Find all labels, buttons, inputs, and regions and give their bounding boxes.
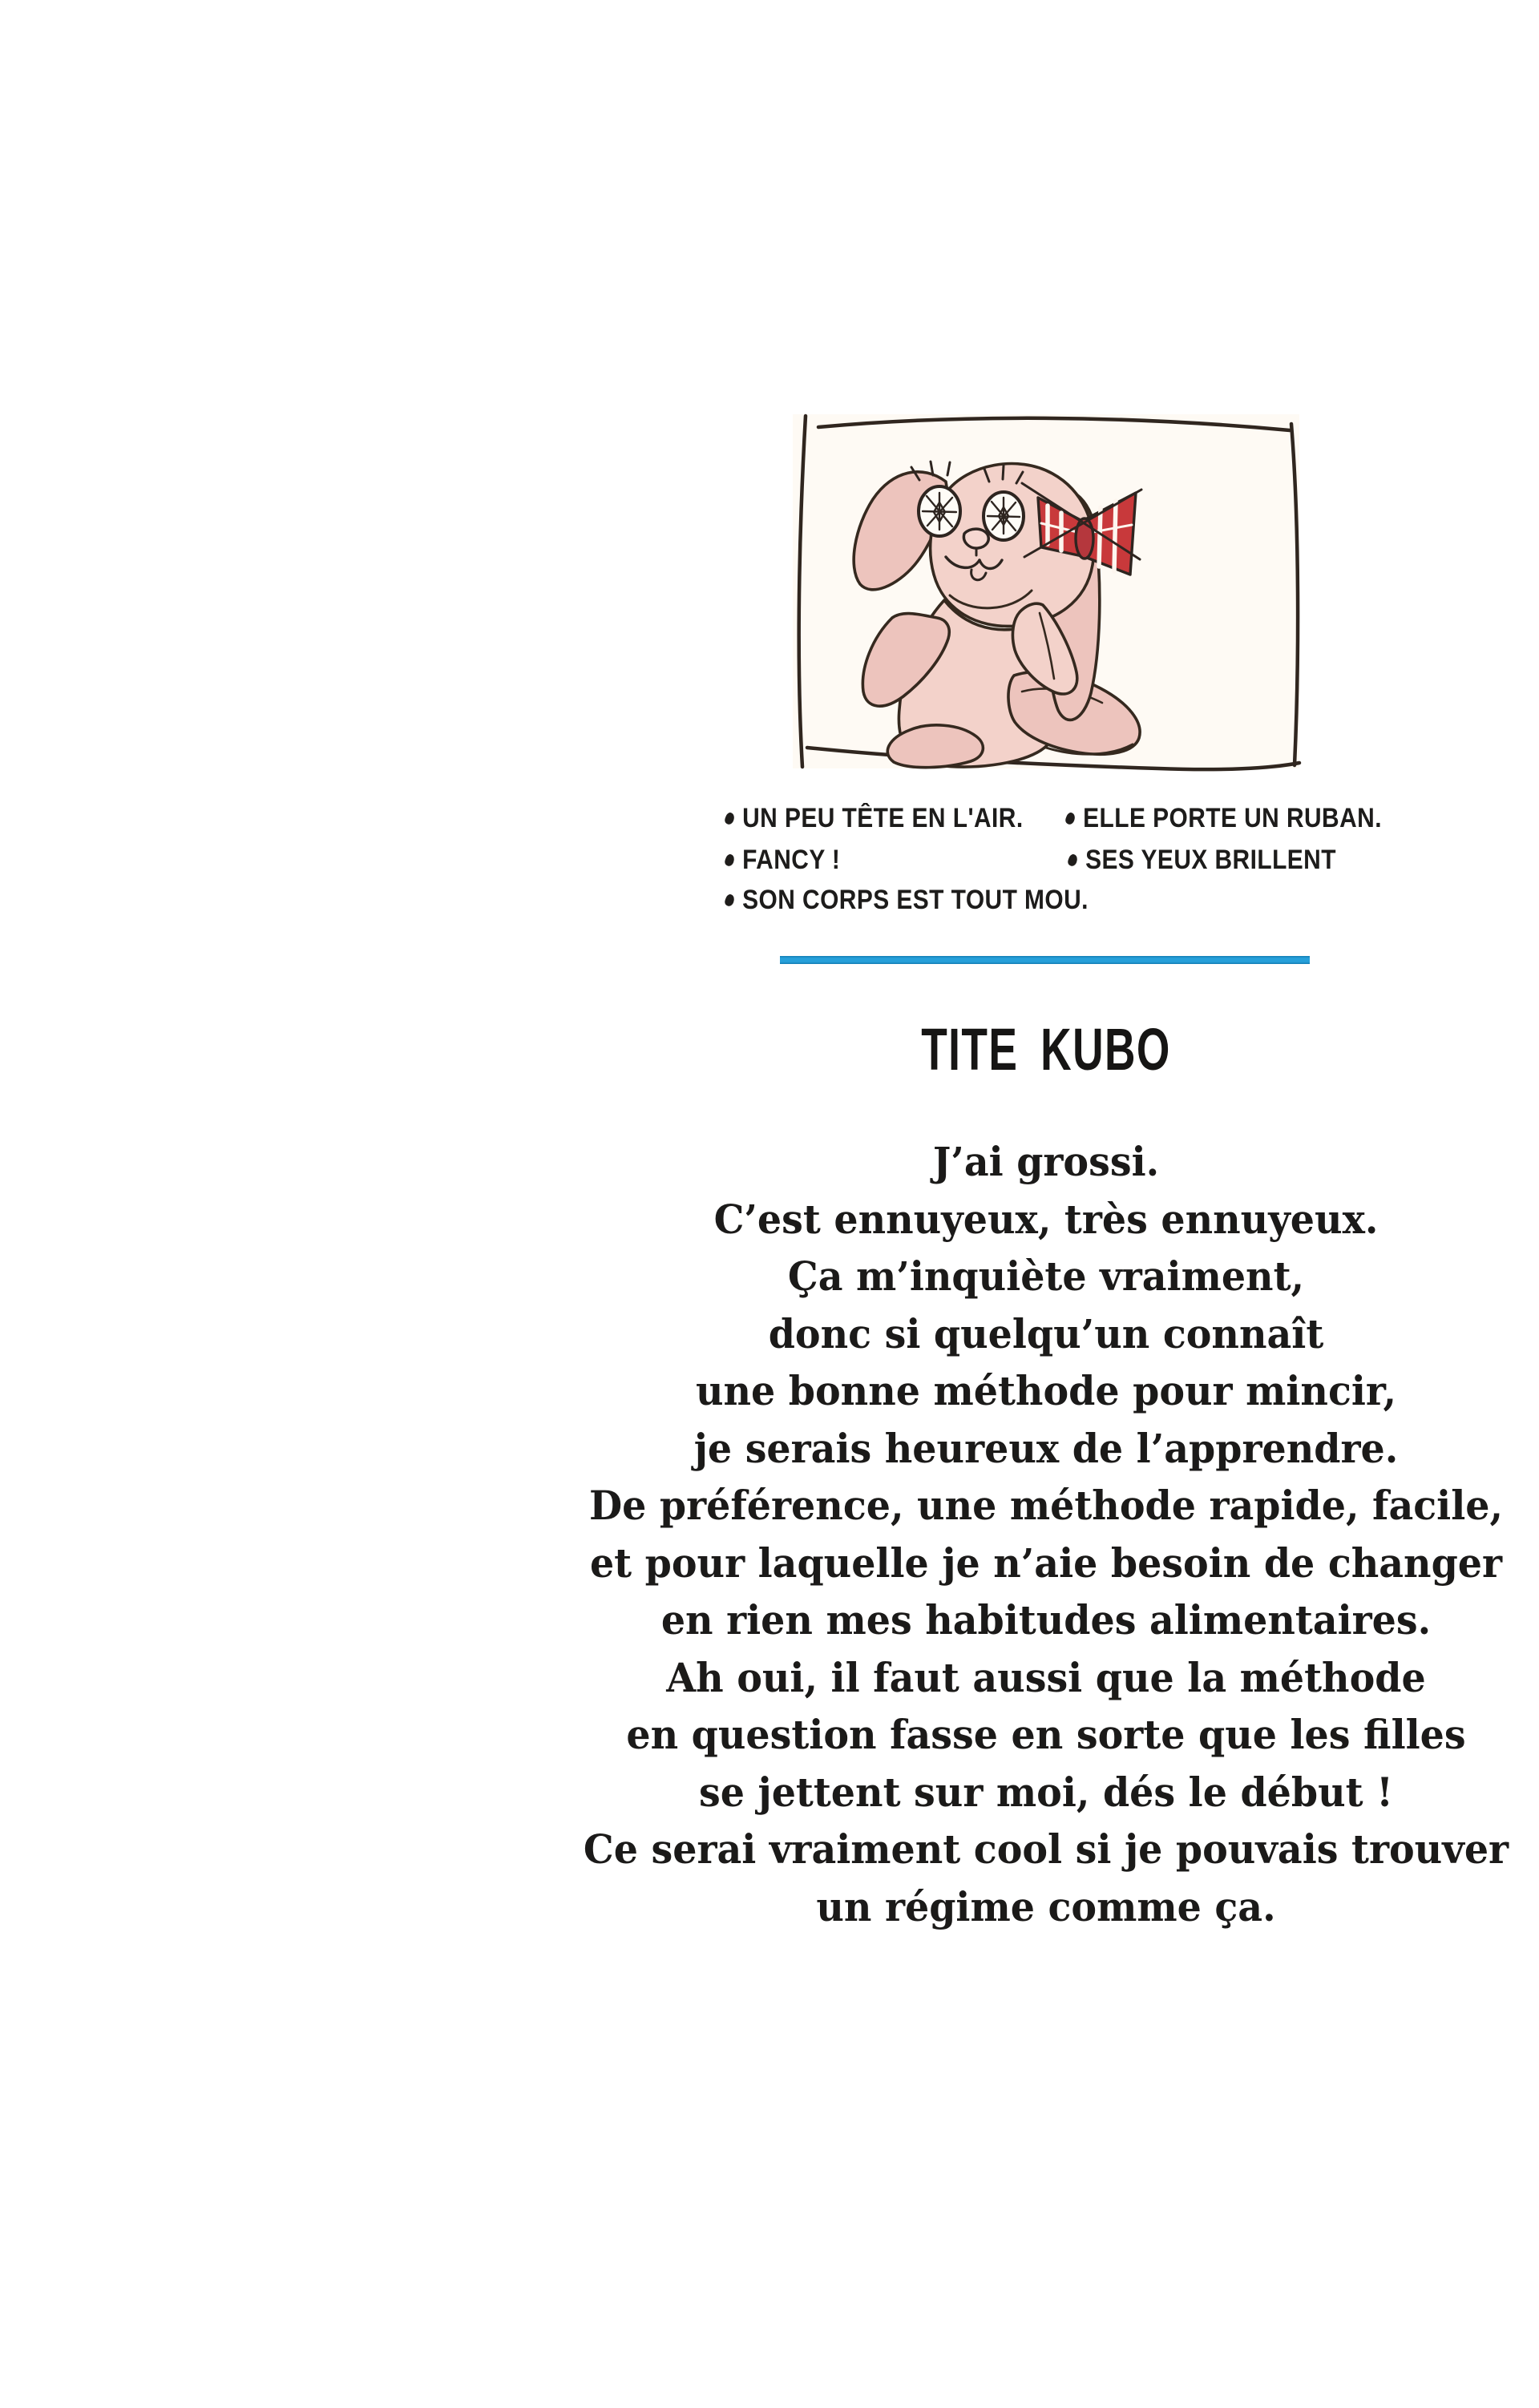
poem-line: Ce serai vraiment cool si je pouvais trouver	[583, 1825, 1509, 1873]
bunny-drawing-icon	[782, 403, 1311, 781]
trait-item	[725, 801, 1024, 836]
bullet-icon	[724, 893, 736, 908]
author-comment	[463, 1133, 1539, 1935]
trait-label: ELLE PORTE UN RUBAN.	[1083, 803, 1382, 833]
poem-line: une bonne méthode pour mincir,	[695, 1367, 1397, 1414]
bullet-icon	[724, 853, 736, 868]
bullet-icon	[724, 811, 736, 826]
poem-line: en question fasse en sorte que les filles	[626, 1711, 1466, 1758]
poem-line: en rien mes habitudes alimentaires.	[660, 1596, 1432, 1644]
poem-line: De préférence, une méthode rapide, facile,	[588, 1482, 1504, 1529]
poem-line: je serais heureux de l’apprendre.	[693, 1424, 1399, 1472]
trait-item	[725, 842, 840, 877]
poem-line: se jettent sur moi, dés le début !	[699, 1768, 1393, 1816]
poem-line: Ah oui, il faut aussi que la méthode	[666, 1653, 1426, 1701]
poem-line: un régime comme ça.	[816, 1882, 1276, 1930]
trait-item	[1068, 842, 1336, 877]
poem-line: Ça m’inquiète vraiment,	[787, 1252, 1305, 1300]
bullet-icon	[1067, 853, 1079, 868]
trait-item	[1066, 801, 1382, 836]
author-name: TITE KUBO	[921, 1016, 1171, 1083]
poem-line: C’est ennuyeux, très ennuyeux.	[713, 1195, 1379, 1243]
bunny-artwork	[782, 403, 1311, 781]
poem-line: et pour laquelle je n’aie besoin de changer	[589, 1539, 1503, 1587]
bullet-icon	[1064, 811, 1076, 826]
poem-line: donc si quelqu’un connaît	[768, 1309, 1324, 1357]
blue-divider	[780, 956, 1310, 964]
trait-item	[725, 882, 1089, 918]
poem-line: J’ai grossi.	[932, 1138, 1160, 1185]
trait-label: UN PEU TÊTE EN L'AIR.	[742, 803, 1024, 833]
trait-label: SON CORPS EST TOUT MOU.	[742, 885, 1089, 915]
trait-label: SES YEUX BRILLENT	[1085, 845, 1336, 875]
trait-label: FANCY !	[742, 845, 841, 875]
